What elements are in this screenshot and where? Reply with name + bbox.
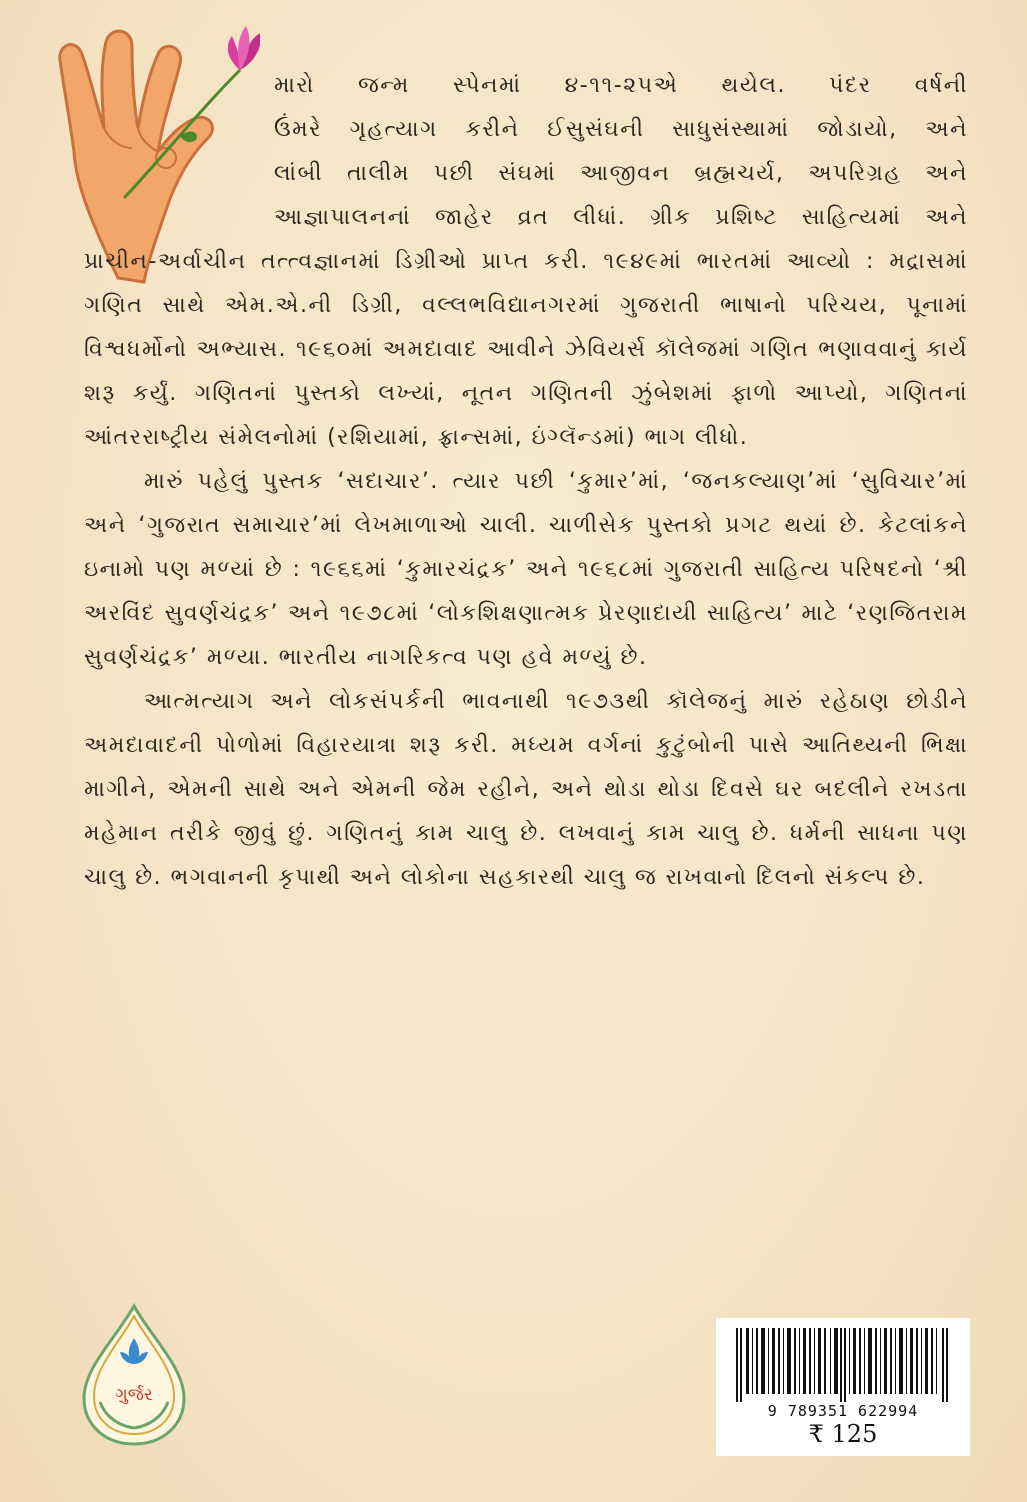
isbn-number: 9 789351 622994 xyxy=(767,1402,919,1420)
bio-paragraph-3: આત્મત્યાગ અને લોકસંપર્કની ભાવનાથી ૧૯૭૩થી કૉલેજનું મારું રહેઠાણ છોડીને અમદાવાદની પોળોમાં વિહારયાત્રા શરૂ કરી. મધ્યમ વર્ગનાં કુટુંબોની પાસે આતિથ્યની ભિક્ષા માગીને, એમની સાથે અને એમની જેમ રહીને, અને થોડા થોડા દિવસે ઘર બદલીને રખડતા મહેમાન તરીકે જીવું છું. ગણિતનું કામ ચાલુ છે. લખવાનું કામ ચાલુ છે. ધર્મની સાધના પણ ચાલુ છે. ભગવાનની કૃપાથી અને લોકોના સહકારથી ચાલુ જ રાખવાનો દિલનો સંકલ્પ છે. xyxy=(84,689,968,890)
barcode-icon xyxy=(734,1328,954,1402)
author-bio-text xyxy=(84,64,968,900)
bio-line-3: લાંબી તાલીમ પછી સંઘમાં આજીવન બ્રહ્મચર્ય, અપરિગ્રહ અને xyxy=(274,161,968,186)
publisher-logo xyxy=(76,1298,192,1448)
bio-line-1: મારો જન્મ સ્પેનમાં ૪-૧૧-૨૫એ થયેલ. પંદર વર્ષની xyxy=(274,73,968,98)
bio-paragraph-1-continued: પ્રાચીન-અર્વાચીન તત્ત્વજ્ઞાનમાં ડિગ્રીઓ પ્રાપ્ત કરી. ૧૯૪૯માં ભારતમાં આવ્યો : મદ્રાસમાં ગણિત સાથે એમ.એ.ની ડિગ્રી, વલ્લભવિદ્યાનગરમાં ગુજરાતી ભાષાનો પરિચય, પૂનામાં વિશ્વધર્મોનો અભ્યાસ. ૧૯૬૦માં અમદાવાદ આવીને ઝેવિયર્સ કૉલેજમાં ગણિત ભણાવવાનું કાર્ય શરૂ કર્યું. ગણિતનાં પુસ્તકો લખ્યાં, નૂતન ગણિતની ઝુંબેશમાં ફાળો આપ્યો, ગણિતનાં આંતરરાષ્ટ્રીય સંમેલનોમાં (રશિયામાં, ફ્રાન્સમાં, ઇંગ્લૅન્ડમાં) ભાગ લીધો. xyxy=(84,249,968,450)
bio-line-4: આજ્ઞાપાલનનાં જાહેર વ્રત લીધાં. ગ્રીક પ્રશિષ્ટ સાહિત્યમાં અને xyxy=(274,205,968,230)
publisher-logo-text: ગુર્જર xyxy=(115,1385,153,1405)
bio-line-2: ઉંમરે ગૃહત્યાગ કરીને ઈસુસંઘની સાધુસંસ્થામાં જોડાયો, અને xyxy=(274,117,968,142)
barcode-panel xyxy=(716,1318,970,1456)
bio-paragraph-2: મારું પહેલું પુસ્તક ‘સદાચાર’. ત્યાર પછી ‘કુમાર’માં, ‘જનકલ્યાણ’માં ‘સુવિચાર’માં અને ‘ગુજરાત સમાચાર’માં લેખમાળાઓ ચાલી. ચાળીસેક પુસ્તકો પ્રગટ થયાં છે. કેટલાંકને ઇનામો પણ મળ્યાં છે : ૧૯૬૬માં ‘કુમારચંદ્રક’ અને ૧૯૬૮માં ગુજરાતી સાહિત્ય પરિષદનો ‘શ્રી અરવિંદ સુવર્ણચંદ્રક’ અને ૧૯૭૮માં ‘લોકશિક્ષણાત્મક પ્રેરણાદાયી સાહિત્ય’ માટે ‘રણજિતરામ સુવર્ણચંદ્રક’ મળ્યા. ભારતીય નાગરિકત્વ પણ હવે મળ્યું છે. xyxy=(84,469,968,670)
book-price: ₹ 125 xyxy=(808,1420,878,1448)
